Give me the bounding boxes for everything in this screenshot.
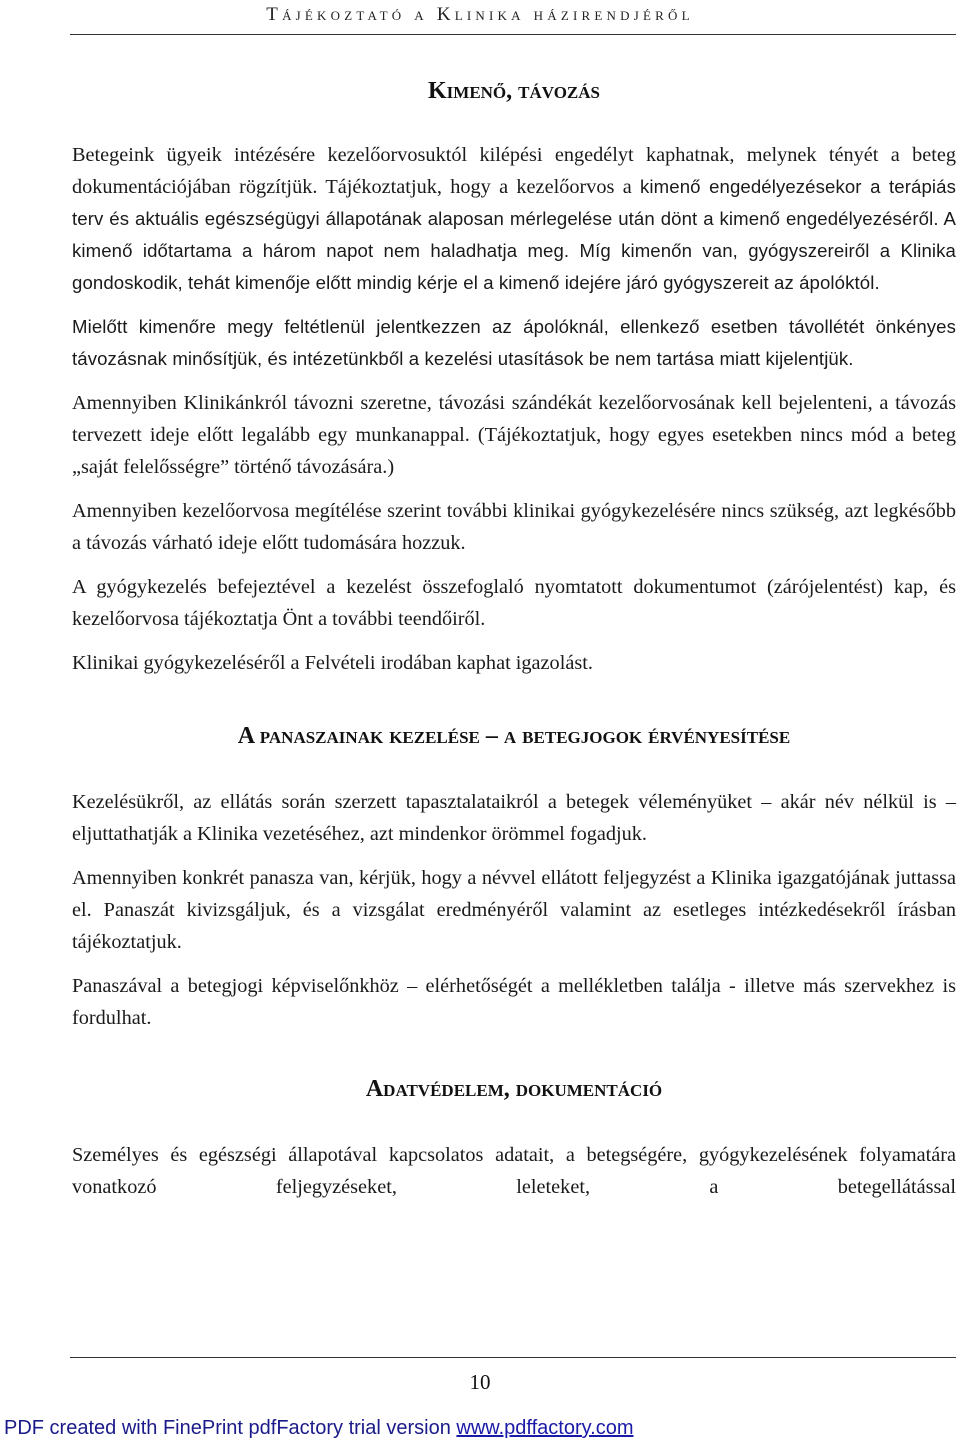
- paragraph-text: Míg kimenőn van, gyógyszereiről a Klinika gondoskodik, tehát kimenője előtt mindig kérje el a kimenő idejére járó gyógyszereit az ápolóktól.: [72, 240, 956, 293]
- paragraph: Amennyiben kezelőorvosa megítélése szerint további klinikai gyógykezelésére nincs szükség, azt legkésőbb a távozás várható ideje előtt tudomására hozzuk.: [72, 500, 956, 554]
- paragraph: Klinikai gyógykezeléséről a Felvételi irodában kaphat igazolást.: [72, 652, 593, 674]
- section-title-adatvedelem: Adatvédelem, dokumentáció: [365, 1076, 663, 1102]
- page-number: 10: [469, 1370, 491, 1394]
- paragraph: Személyes és egészségi állapotával kapcsolatos adatait, a betegségére, gyógykezelésének folyamatára vonatkozó feljegyzéseket, leleteket, a betegellátással: [72, 1144, 956, 1198]
- paragraph-text: kimenő engedélyezésekor a terápiás terv és aktuális egészségügyi állapotának alaposan mérlegelése után dönt a kimenő engedélyezéséről. A kimenő időtartama a három napot nem haladhatja meg.: [72, 176, 956, 261]
- pdf-note-text: PDF created with FinePrint pdfFactory trial version: [4, 1417, 457, 1439]
- section-title-panaszok: A panaszainak kezelése – a betegjogok érvényesítése: [237, 723, 791, 749]
- paragraph: Kezelésükről, az ellátás során szerzett tapasztalataikról a betegek véleményüket – akár név nélkül is – eljuttathatják a Klinika vezetéséhez, azt mindenkor örömmel fogadjuk.: [72, 791, 956, 845]
- pdf-creator-note: [4, 1417, 634, 1440]
- pdffactory-link[interactable]: www.pdffactory.com: [456, 1417, 634, 1439]
- paragraph-text: Mielőtt kimenőre megy feltétlenül jelentkezzen az ápolóknál, ellenkező esetben távollétét önkényes távozásnak minősítjük, és intézetünkből a kezelési utasítások be nem tartása miatt kijelentjük.: [72, 316, 956, 369]
- running-header: Tájékoztató a Klinika házirendjéről: [266, 4, 694, 25]
- paragraph: Panaszával a betegjogi képviselőnkhöz – elérhetőségét a mellékletben találja - illetve más szervekhez is fordulhat.: [72, 975, 956, 1029]
- header-divider: [70, 34, 956, 35]
- paragraph: [72, 139, 956, 299]
- paragraph-text: Betegeink ügyeik intézésére kezelőorvosuktól kilépési engedélyt kaphatnak, melynek tényét a beteg dokumentációjában rögzítjük. Tájékoztatjuk, hogy a kezelőorvos a: [72, 144, 956, 198]
- paragraph: A gyógykezelés befejeztével a kezelést összefoglaló nyomtatott dokumentumot (zárójelentést) kap, és kezelőorvosa tájékoztatja Önt a további teendőiről.: [72, 576, 956, 630]
- paragraph: [72, 311, 956, 375]
- paragraph: Amennyiben konkrét panasza van, kérjük, hogy a névvel ellátott feljegyzést a Klinika igazgatójának juttassa el. Panaszát kivizsgáljuk, és a vizsgálat eredményéről valamint az esetleges intézkedésekről írásban tájékoztatjuk.: [72, 867, 956, 953]
- footer-divider: [70, 1357, 956, 1358]
- page-body: [72, 60, 956, 1215]
- section-title-kimeno: Kimenő, távozás: [427, 78, 600, 104]
- paragraph: Amennyiben Klinikánkról távozni szeretne, távozási szándékát kezelőorvosának kell bejelenteni, a távozás tervezett ideje előtt legalább egy munkanappal. (Tájékoztatjuk, hogy egyes esetekben nincs mód a beteg „saját felelősségre” történő távozására.): [72, 392, 956, 478]
